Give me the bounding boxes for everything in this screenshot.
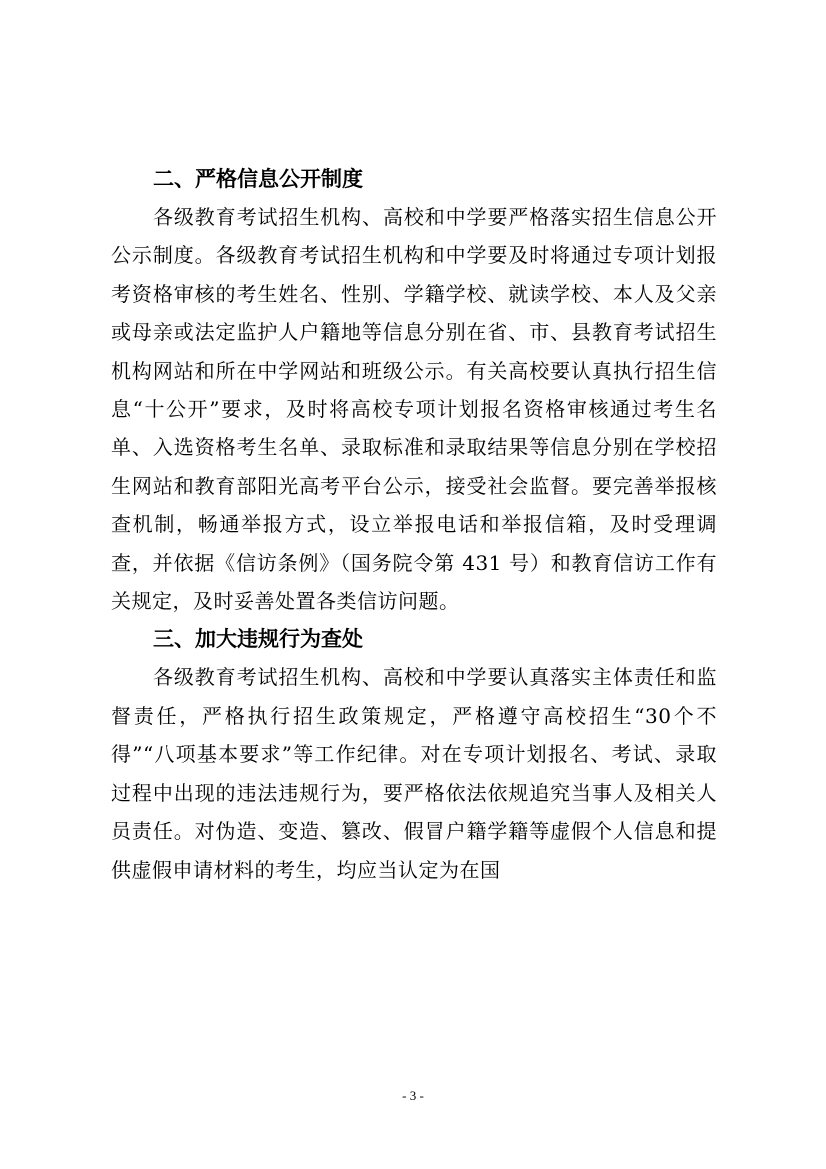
section-heading-3: 三、加大违规行为查处 [153, 627, 363, 652]
section-paragraph-3: 各级教育考试招生机构、高校和中学要认真落实主体责任和监督责任，严格执行招生政策规定，严格遵守高校招生“30个不得”“八项基本要求”等工作纪律。对在专项计划报名、考试、录取过程中出现的违法违规行为，要严格依法依规追究当事人及相关人员责任。对伪造、变造、篡改、假冒户籍学籍等虚假个人信息和提供虚假申请材料的考生，均应当认定为在国 [111, 665, 717, 882]
section-heading-2: 二、严格信息公开制度 [153, 167, 363, 191]
document-body [111, 160, 717, 889]
page-number: - 3 - [402, 1088, 424, 1103]
section-paragraph-2: 各级教育考试招生机构、高校和中学要严格落实招生信息公开公示制度。各级教育考试招生机构和中学要及时将通过专项计划报考资格审核的考生姓名、性别、学籍学校、就读学校、本人及父亲或母亲或法定监护人户籍地等信息分别在省、市、县教育考试招生机构网站和所在中学网站和班级公示。有关高校要认真执行招生信息“十公开”要求，及时将高校专项计划报名资格审核通过考生名单、入选资格考生名单、录取标准和录取结果等信息分别在学校招生网站和教育部阳光高考平台公示，接受社会监督。要完善举报核查机制，畅通举报方式，设立举报电话和举报信箱，及时受理调查，并依据《信访条例》（国务院令第 431 号）和教育信访工作有关规定，及时妥善处置各类信访问题。 [111, 205, 717, 614]
